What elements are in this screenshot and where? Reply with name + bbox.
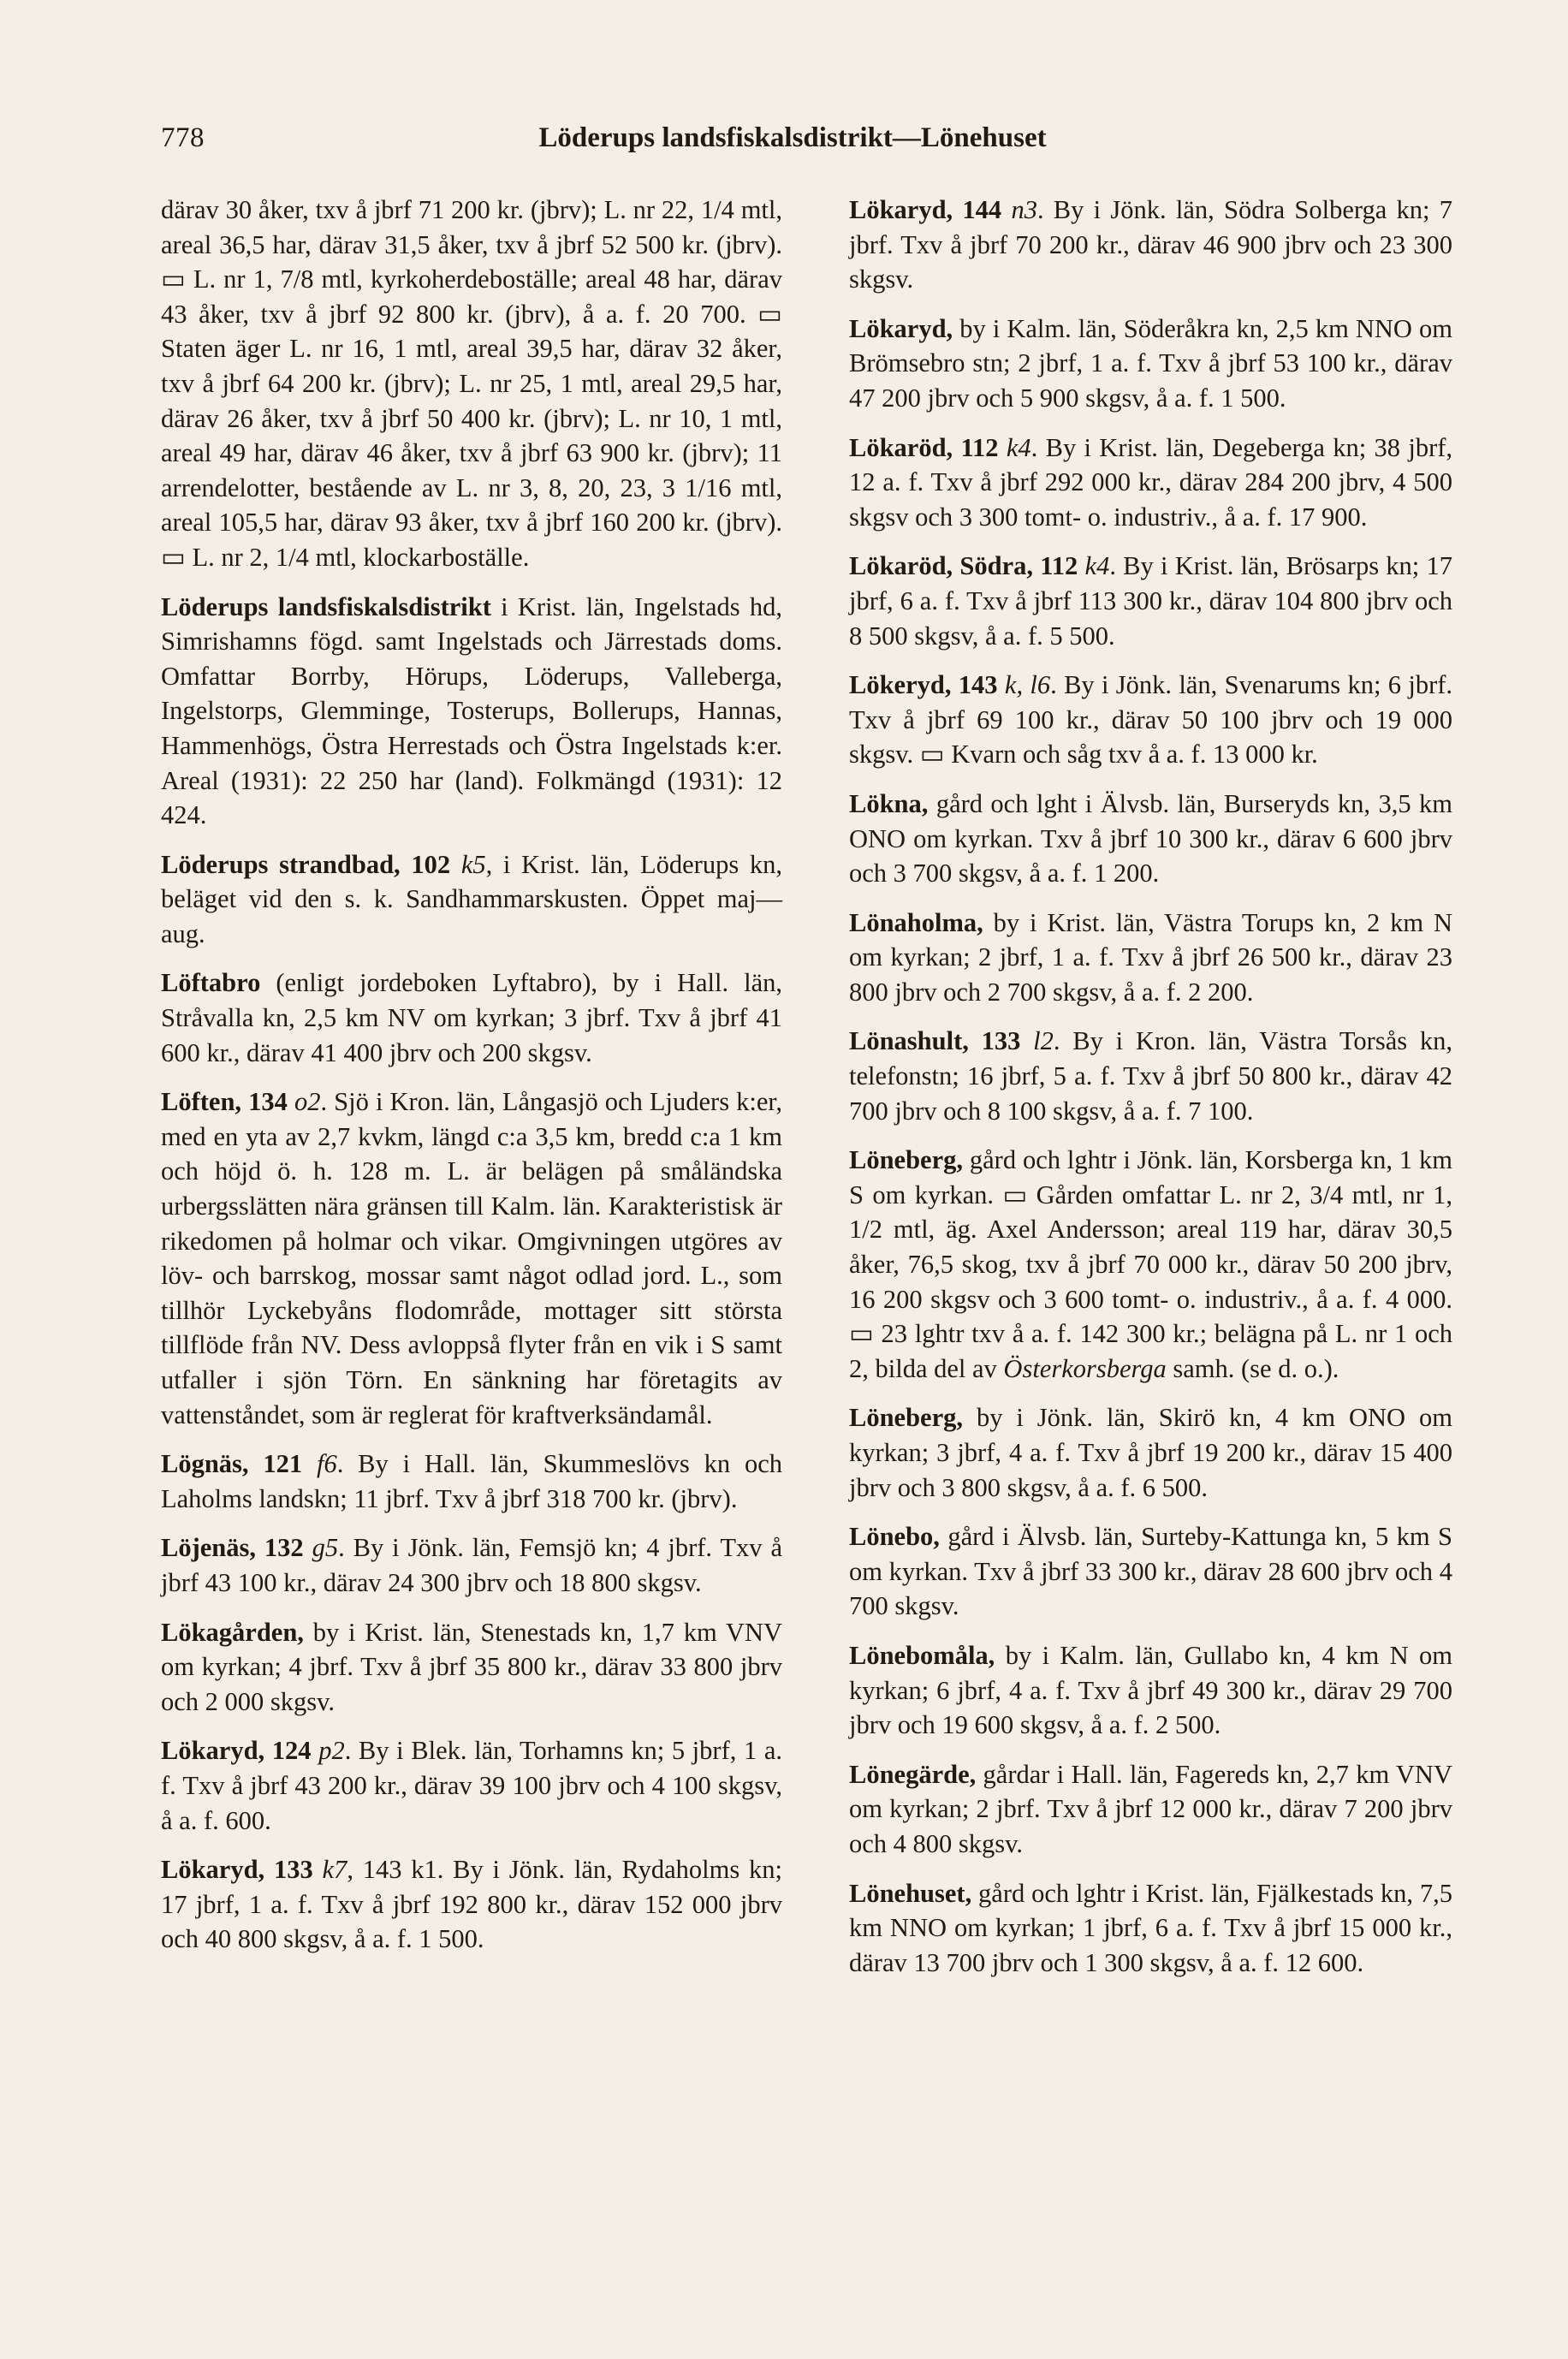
entry-text: . By i Kron. län, Västra Torsås kn, telefonstn; 16 jbrf, 5 a. f. Txv å jbrf 50 800 kr., därav 42 700 jbrv och 8 100 skgsv, å a. f. 7 100. <box>849 1026 1453 1126</box>
dictionary-entry <box>849 1519 1452 1624</box>
entry-text: by i Krist. län, Västra Torups kn, 2 km N om kyrkan; 2 jbrf, 1 a. f. Txv å jbrf 26 500 kr., därav 23 800 jbrv och 2 700 skgsv, å a. f. 2 200. <box>849 907 1452 1007</box>
entry-text: . By i Blek. län, Torhamns kn; 5 jbrf, 1 a. f. Txv å jbrf 43 200 kr., därav 39 100 jbrv och 4 100 skgsv, å a. f. 600. <box>161 1736 783 1835</box>
entry-headword: Lönebomåla, <box>849 1640 995 1670</box>
map-reference: p2 <box>318 1736 345 1766</box>
dictionary-entry <box>161 1447 782 1516</box>
dictionary-entry <box>849 906 1452 1010</box>
dictionary-entry <box>849 312 1452 416</box>
entry-text: , i Krist. län, Löderups kn, beläget vid den s. k. Sandhammarskusten. Öppet maj—aug. <box>161 849 783 948</box>
entry-headword: Lönebo, <box>849 1522 940 1552</box>
dictionary-entry <box>161 1530 782 1600</box>
left-column <box>161 193 782 1971</box>
entry-headword: Lökeryd, 143 <box>849 670 998 700</box>
dictionary-entry <box>161 847 782 952</box>
dictionary-entry <box>849 1400 1452 1505</box>
entry-headword: Löneberg, <box>849 1145 964 1175</box>
dictionary-entry <box>849 549 1452 653</box>
entry-text: gårdar i Hall. län, Fagereds kn, 2,7 km VNV om kyrkan; 2 jbrf. Txv å jbrf 12 000 kr., därav 7 200 jbrv och 4 800 skgsv. <box>849 1759 1452 1858</box>
dictionary-entry <box>849 1143 1452 1386</box>
entry-headword: Lökaryd, 124 <box>161 1736 312 1766</box>
map-reference: k, l6 <box>1004 670 1051 700</box>
map-reference: k4 <box>1006 432 1031 462</box>
map-reference: k5 <box>460 849 486 879</box>
entry-headword: Lökaröd, 112 <box>849 432 999 462</box>
dictionary-entry <box>849 193 1452 297</box>
entry-text-tail: samh. (se d. o.). <box>1166 1353 1339 1383</box>
dictionary-entry <box>161 1084 782 1432</box>
map-reference: k4 <box>1084 551 1110 581</box>
dictionary-entry <box>849 1876 1452 1981</box>
map-reference: l2 <box>1033 1026 1054 1056</box>
dictionary-entry <box>849 1638 1452 1743</box>
dictionary-entry <box>849 1024 1452 1128</box>
entry-headword: Lönashult, 133 <box>849 1026 1021 1056</box>
entry-text: by i Kalm. län, Söderåkra kn, 2,5 km NNO om Brömsebro stn; 2 jbrf, 1 a. f. Txv å jbrf 53 100 kr., därav 47 200 jbrv och 5 900 skgsv, å a. f. 1 500. <box>849 313 1452 413</box>
dictionary-entry <box>161 1615 782 1720</box>
running-head: Löderups landsfiskalsdistrikt—Lönehuset <box>538 122 1047 153</box>
entry-text: . By i Hall. län, Skummeslövs kn och Laholms landskn; 11 jbrf. Txv å jbrf 318 700 kr. (jbrv). <box>161 1449 782 1513</box>
entry-headword: Lökaryd, 144 <box>849 195 1002 224</box>
entry-italic-term: Österkorsberga <box>1003 1353 1167 1383</box>
entry-text: gård och lght i Älvsb. län, Burseryds kn, 3,5 km ONO om kyrkan. Txv å jbrf 10 300 kr., därav 6 600 jbrv och 3 700 skgsv, å a. f. 1 200. <box>849 788 1452 888</box>
entry-text: gård och lghtr i Jönk. län, Korsberga kn, 1 km S om kyrkan. ▭ Gården omfattar L. nr 2, 3/4 mtl, nr 1, 1/2 mtl, äg. Axel Andersson; areal 119 har, därav 30,5 åker, 76,5 skog, txv å jbrf 70 000 kr., därav 50 200 jbrv, 16 200 skgsv och 3 600 tomt- o. industriv., å a. f. 4 000. ▭ 23 lghtr txv å a. f. 142 300 kr.; belägna på L. nr 1 och 2, bilda del av <box>849 1145 1452 1383</box>
entry-text: (enligt jordeboken Lyftabro), by i Hall. län, Stråvalla kn, 2,5 km NV om kyrkan; 3 jbrf. Txv å jbrf 41 600 kr., därav 41 400 jbrv och 200 skgsv. <box>161 968 782 1067</box>
dictionary-entry <box>849 668 1452 772</box>
page-number: 778 <box>161 122 205 153</box>
dictionary-entry <box>161 193 782 575</box>
entry-text: . By i Jönk. län, Södra Solberga kn; 7 jbrf. Txv å jbrf 70 200 kr., därav 46 900 jbrv och 23 300 skgsv. <box>849 195 1452 294</box>
entry-headword: Löneberg, <box>849 1403 964 1433</box>
entry-headword: Lögnäs, 121 <box>161 1449 303 1479</box>
dictionary-entry <box>161 1733 782 1838</box>
dictionary-entry <box>161 966 782 1070</box>
entry-text: . By i Krist. län, Brösarps kn; 17 jbrf, 6 a. f. Txv å jbrf 113 300 kr., därav 104 800 jbrv och 8 500 skgsv, å a. f. 5 500. <box>849 551 1453 651</box>
entry-headword: Lökagården, <box>161 1617 304 1647</box>
page-header <box>161 122 1424 165</box>
right-column <box>849 193 1452 1994</box>
entry-headword: Löderups strandbad, 102 <box>161 849 451 879</box>
entry-headword: Lökaryd, <box>849 313 953 343</box>
dictionary-entry <box>849 787 1452 891</box>
map-reference: f6 <box>316 1449 337 1479</box>
entry-text: . By i Jönk. län, Svenarums kn; 6 jbrf. Txv å jbrf 69 100 kr., därav 50 100 jbrv och 19 000 skgsv. ▭ Kvarn och såg txv å a. f. 13 000 kr. <box>849 670 1453 769</box>
entry-headword: Lönehuset, <box>849 1878 972 1908</box>
entry-text: . By i Jönk. län, Femsjö kn; 4 jbrf. Txv å jbrf 43 100 kr., därav 24 300 jbrv och 18 800 skgsv. <box>161 1533 782 1597</box>
map-reference: g5 <box>312 1533 339 1563</box>
dictionary-entry <box>161 590 782 833</box>
entry-text: i Krist. län, Ingelstads hd, Simrishamns fögd. samt Ingelstads och Järrestads doms. Omfattar Borrby, Hörups, Löderups, Valleberga, Ingelstorps, Glemminge, Tosterups, Bollerups, Hannas, Hammenhögs, Östra Herrestads och Östra Ingelstads k:er. Areal (1931): 22 250 har (land). Folkmängd (1931): 12 424. <box>161 591 783 830</box>
entry-headword: Löderups landsfiskalsdistrikt <box>161 591 491 621</box>
map-reference: o2 <box>294 1087 321 1117</box>
entry-text: , 143 k1. By i Jönk. län, Rydaholms kn; 17 jbrf, 1 a. f. Txv å jbrf 192 800 kr., därav 152 000 jbrv och 40 800 skgsv, å a. f. 1 500. <box>161 1855 782 1954</box>
entry-text: . By i Krist. län, Degeberga kn; 38 jbrf, 12 a. f. Txv å jbrf 292 000 kr., därav 284 200 jbrv, 4 500 skgsv och 3 300 tomt- o. industriv., å a. f. 17 900. <box>849 432 1453 532</box>
entry-headword: Löjenäs, 132 <box>161 1533 304 1563</box>
entry-text: därav 30 åker, txv å jbrf 71 200 kr. (jbrv); L. nr 22, 1/4 mtl, areal 36,5 har, därav 31,5 åker, txv å jbrf 52 500 kr. (jbrv). ▭ L. nr 1, 7/8 mtl, kyrkoherdeboställe; areal 48 har, därav 43 åker, txv å jbrf 92 800 kr. (jbrv), å a. f. 20 700. ▭ Staten äger L. nr 16, 1 mtl, areal 39,5 har, därav 32 åker, txv å jbrf 64 200 kr. (jbrv); L. nr 25, 1 mtl, areal 29,5 har, därav 26 åker, txv å jbrf 50 400 kr. (jbrv); L. nr 10, 1 mtl, areal 49 har, därav 46 åker, txv å jbrf 63 900 kr. (jbrv); 11 arrendelotter, bestående av L. nr 3, 8, 20, 23, 3 1/16 mtl, areal 105,5 har, därav 93 åker, txv å jbrf 160 200 kr. (jbrv). ▭ L. nr 2, 1/4 mtl, klockarboställe. <box>161 195 782 572</box>
entry-headword: Löften, 134 <box>161 1087 288 1117</box>
entry-headword: Lönegärde, <box>849 1759 977 1789</box>
map-reference: k7 <box>322 1855 347 1885</box>
entry-text: by i Krist. län, Stenestads kn, 1,7 km VNV om kyrkan; 4 jbrf. Txv å jbrf 35 800 kr., därav 33 800 jbrv och 2 000 skgsv. <box>161 1617 782 1716</box>
entry-headword: Lönaholma, <box>849 907 983 937</box>
entry-text: by i Kalm. län, Gullabo kn, 4 km N om kyrkan; 6 jbrf, 4 a. f. Txv å jbrf 49 300 kr., därav 29 700 jbrv och 19 600 skgsv, å a. f. 2 500. <box>849 1640 1452 1740</box>
dictionary-entry <box>849 431 1452 535</box>
entry-text: . Sjö i Kron. län, Långasjö och Ljuders k:er, med en yta av 2,7 kvkm, längd c:a 3,5 km, bredd c:a 1 km och höjd ö. h. 128 m. L. är belägen på småländska urbergsslätten nära gränsen till Kalm. län. Karakteristisk är rikedomen på holmar och vikar. Omgivningen utgöres av löv- och barrskog, mossar samt något odlad jord. L., som tillhör Lyckebyåns flodområde, mottager sitt största tillflöde från NV. Dess avloppså flyter från en vik i S samt utfaller i sjön Törn. En sänkning har företagits av vattenståndet, som är reglerat för kraftverksändamål. <box>161 1087 782 1429</box>
entry-text: by i Jönk. län, Skirö kn, 4 km ONO om kyrkan; 3 jbrf, 4 a. f. Txv å jbrf 19 200 kr., därav 15 400 jbrv och 3 800 skgsv, å a. f. 6 500. <box>849 1403 1452 1502</box>
entry-headword: Lökna, <box>849 788 929 818</box>
entry-headword: Lökaryd, 133 <box>161 1855 313 1885</box>
dictionary-entry <box>161 1852 782 1957</box>
entry-headword: Lökaröd, Södra, 112 <box>849 551 1078 581</box>
entry-headword: Löftabro <box>161 968 261 998</box>
map-reference: n3 <box>1011 195 1037 224</box>
entry-text: gård i Älvsb. län, Surteby-Kattunga kn, 5 km S om kyrkan. Txv å jbrf 33 300 kr., därav 28 600 jbrv och 4 700 skgsv. <box>849 1522 1452 1621</box>
dictionary-entry <box>849 1757 1452 1862</box>
entry-text: gård och lghtr i Krist. län, Fjälkestads kn, 7,5 km NNO om kyrkan; 1 jbrf, 6 a. f. Txv å jbrf 15 000 kr., därav 13 700 jbrv och 1 300 skgsv, å a. f. 12 600. <box>849 1878 1452 1977</box>
